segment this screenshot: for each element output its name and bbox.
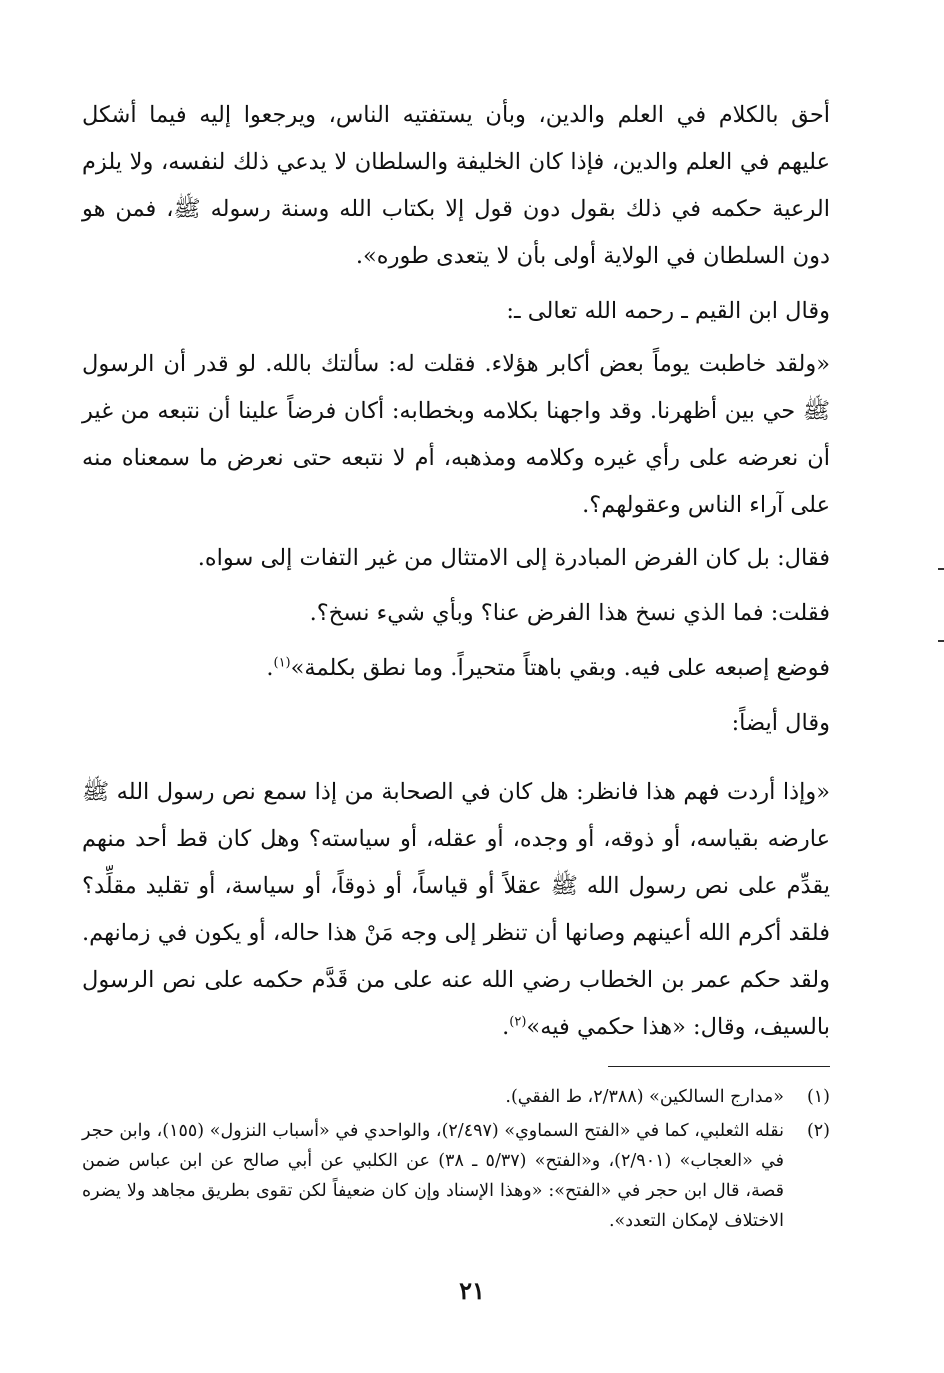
footnote-text: «مدارج السالكين» (٢/٣٨٨، ط الفقي).	[505, 1087, 784, 1107]
paragraph-8-text: «وإذا أردت فهم هذا فانظر: هل كان في الصحابة من إذا سمع نص رسول الله ﷺ عارضه بقياسه، أو ذوقه، أو وجده، أو عقله، أو سياسته؟ وهل كان قط أحد منهم يقدِّم على نص رسول الله ﷺ عقلاً أو قياساً، أو ذوقاً، أو سياسة، أو تقليد مقلِّد؟ فلقد أكرم الله أعينهم وصانها أن تنظر إلى وجه مَنْ هذا حاله، أو يكون في زمانهم. ولقد حكم عمر بن الخطاب رضي الله عنه على من قَدَّم حكمه على نص الرسول بالسيف، وقال: «هذا حكمي فيه»	[82, 779, 830, 1040]
footnote-text: نقله الثعلبي، كما في «الفتح السماوي» (٢/٤٩٧)، والواحدي في «أسباب النزول» (١٥٥)، وابن حجر في «العجاب» (٢/٩٠١)، و«الفتح» (٥/٣٧ ـ ٣٨) عن الكلبي عن أبي صالح عن ابن عباس ضمن قصة، قال ابن حجر في «الفتح»: «وهذا الإسناد وإن كان ضعيفاً لكن تقوى بطريق مجاهد ولا يضره الاختلاف لإمكان التعدد».	[82, 1121, 785, 1231]
footnote-divider	[608, 1066, 830, 1067]
paragraph-6-text: فوضع إصبعه على فيه. وبقي باهتاً متحيراً. وما نطق بكلمة»	[290, 655, 830, 681]
margin-tick	[938, 640, 944, 642]
footnote-number: (٢)	[806, 1121, 830, 1141]
main-text	[82, 92, 830, 1059]
footnotes	[82, 1082, 830, 1240]
paragraph-3: «ولقد خاطبت يوماً بعض أكابر هؤلاء. فقلت له: سألتك بالله. لو قدر أن الرسول ﷺ حي بين أظهرنا. وقد واجهنا بكلامه وبخطابه: أكان فرضاً علينا أن نتبعه من غير أن نعرضه على رأي غيره وكلامه ومذهبه، أم لا نتبعه حتى نعرض ما سمعناه منه على آراء الناس وعقولهم؟.	[82, 351, 830, 518]
paragraph-6-end: .	[266, 655, 274, 681]
footnote-2	[82, 1116, 830, 1236]
footnote-ref-2[interactable]: (٢)	[509, 1014, 527, 1030]
footnote-1	[82, 1082, 830, 1112]
paragraph-7: وقال أيضاً:	[731, 710, 830, 736]
margin-tick	[938, 568, 944, 570]
paragraph-8-end: .	[502, 1014, 510, 1040]
paragraph-2: وقال ابن القيم ـ رحمه الله تعالى ـ:	[506, 298, 830, 324]
footnote-number: (١)	[806, 1087, 830, 1107]
paragraph-5: فقلت: فما الذي نسخ هذا الفرض عنا؟ وبأي شيء نسخ؟.	[309, 600, 830, 626]
paragraph-6	[82, 645, 830, 692]
footnote-ref-1[interactable]: (١)	[273, 655, 291, 671]
paragraph-8	[82, 769, 830, 1051]
paragraph-4: فقال: بل كان الفرض المبادرة إلى الامتثال من غير التفات إلى سواه.	[197, 545, 830, 571]
page-number: ٢١	[459, 1276, 485, 1305]
paragraph-1: أحق بالكلام في العلم والدين، وبأن يستفتيه الناس، ويرجعوا إليه فيما أشكل عليهم في العلم والدين، فإذا كان الخليفة والسلطان لا يدعي ذلك لنفسه، ولا يلزم الرعية حكمه في ذلك بقول دون قول إلا بكتاب الله وسنة رسوله ﷺ، فمن هو دون السلطان في الولاية أولى بأن لا يتعدى طوره».	[82, 102, 830, 269]
